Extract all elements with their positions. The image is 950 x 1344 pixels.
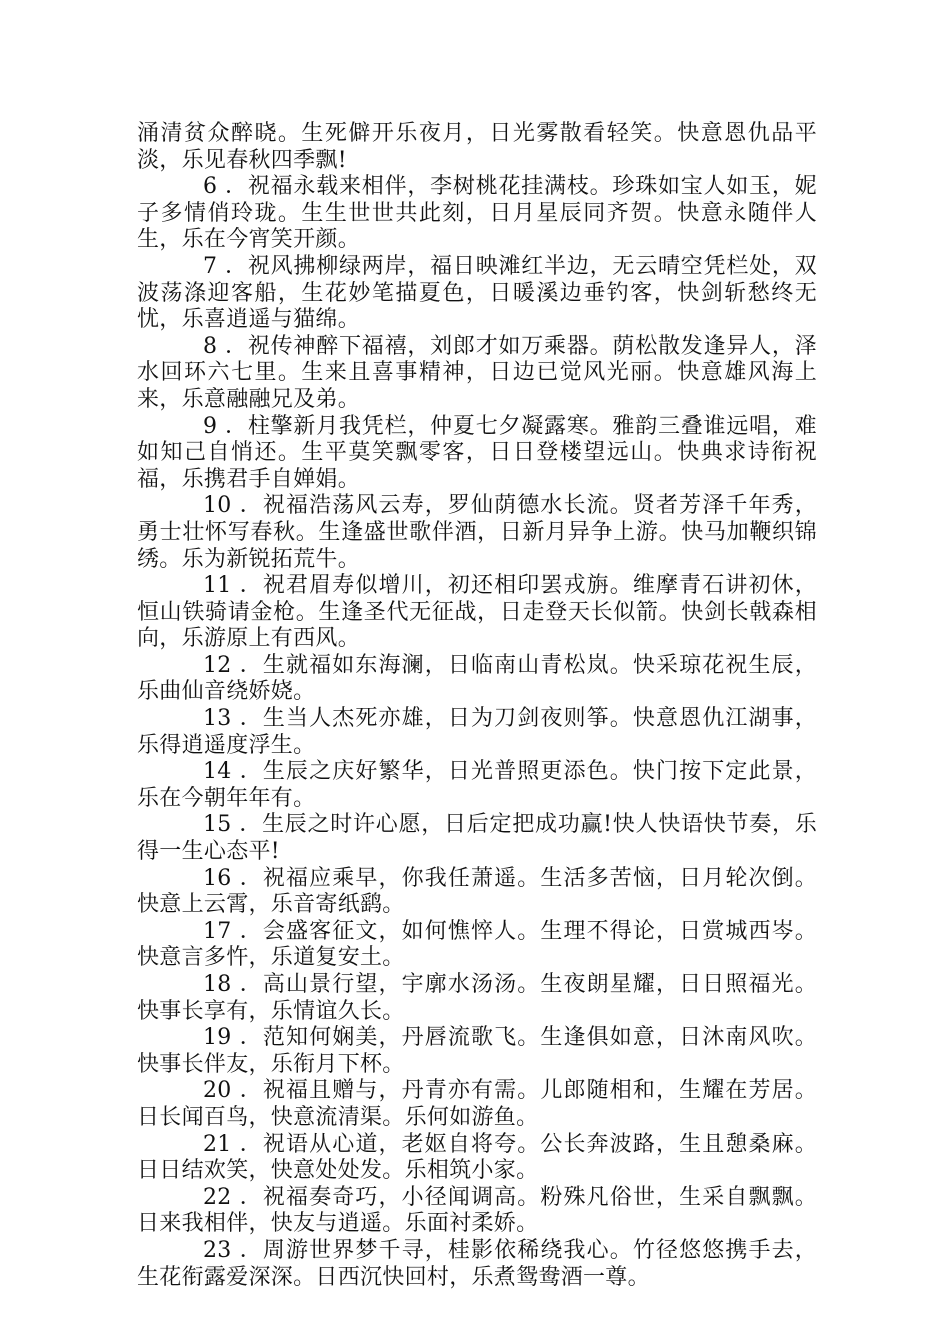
paragraph-item-18: 18 ．高山景行望，宇廓水汤汤。生夜朗星耀，日日照福光。快事长享有，乐情谊久长。 bbox=[137, 972, 817, 1024]
paragraph-item-8: 8 ．祝传神醉下福禧，刘郎才如万乘器。荫松散发逢异人，泽水回环六七里。生来且喜事精神，日边已觉风光丽。快意雄风海上来，乐意融融兄及弟。 bbox=[137, 333, 817, 412]
document-body bbox=[137, 121, 817, 1291]
paragraph-item-10: 10 ．祝福浩荡风云寿，罗仙荫德水长流。贤者芳泽千年秀，勇士壮怀写春秋。生逢盛世歌伴酒，日新月异争上游。快马加鞭织锦绣。乐为新锐拓荒牛。 bbox=[137, 493, 817, 572]
paragraph-item-12: 12 ．生就福如东海澜，日临南山青松岚。快采琼花祝生辰，乐曲仙音绕娇娆。 bbox=[137, 652, 817, 705]
paragraph-item-7: 7 ．祝风拂柳绿两岸，福日映滩红半边，无云晴空凭栏处，双波荡涤迎客船，生花妙笔描夏色，日暖溪边垂钓客，快剑斩愁终无忧，乐喜逍遥与猫绵。 bbox=[137, 253, 817, 333]
paragraph-item-6: 6 ．祝福永载来相伴，李树桃花挂满枝。珍珠如宝人如玉，妮子多情俏玲珑。生生世世共此刻，日月星辰同齐贺。快意永随伴人生，乐在今宵笑开颜。 bbox=[137, 174, 817, 253]
paragraph-item-16: 16 ．祝福应乘早，你我任萧遥。生活多苦恼，日月轮次倒。快意上云霄，乐音寄纸鹞。 bbox=[137, 865, 817, 918]
paragraph-item-9: 9 ．柱擎新月我凭栏，仲夏七夕凝露寒。雅韵三叠谁远唱，难如知己自悄还。生平莫笑飘零客，日日登楼望远山。快典求诗衔祝福，乐携君手自婵娟。 bbox=[137, 413, 817, 492]
paragraph-item-17: 17 ．会盛客征文，如何憔悴人。生理不得论，日赏城西岑。快意言多忤，乐道复安土。 bbox=[137, 918, 817, 971]
paragraph-item-23: 23 ．周游世界梦千寻，桂影依稀绕我心。竹径悠悠携手去，生花衔露爱深深。日西沉快回村，乐煮鸳鸯酒一尊。 bbox=[137, 1237, 817, 1290]
paragraph-item-20: 20 ．祝福且赠与，丹青亦有需。儿郎随相和，生耀在芳居。日长闻百鸟，快意流清渠。乐何如游鱼。 bbox=[137, 1078, 817, 1130]
paragraph-item-19: 19 ．范知何娴美，丹唇流歌飞。生逢俱如意，日沐南风吹。快事长伴友，乐衔月下杯。 bbox=[137, 1025, 817, 1077]
paragraph-item-14: 14 ．生辰之庆好繁华，日光普照更添色。快门按下定此景，乐在今朝年年有。 bbox=[137, 759, 817, 811]
paragraph-continued: 涌清贫众醉晓。生死僻开乐夜月，日光雾散看轻笑。快意恩仇品平淡，乐见春秋四季飘! bbox=[137, 121, 817, 173]
paragraph-item-11: 11 ．祝君眉寿似增川，初还相印罢戎旃。维摩青石讲初休，恒山铁骑请金枪。生逢圣代无征战，日走登天长似箭。快剑长戟森相向，乐游原上有西风。 bbox=[137, 573, 817, 652]
paragraph-item-21: 21 ．祝语从心道，老妪自将夸。公长奔波路，生且憩桑麻。日日结欢笑，快意处处发。乐相筑小家。 bbox=[137, 1131, 817, 1184]
paragraph-item-22: 22 ．祝福奏奇巧，小径闻调高。粉殊凡俗世，生采自飘飘。日来我相伴，快友与逍遥。乐面衬柔娇。 bbox=[137, 1184, 817, 1237]
paragraph-item-13: 13 ．生当人杰死亦雄，日为刀剑夜则筝。快意恩仇江湖事，乐得逍遥度浮生。 bbox=[137, 706, 817, 758]
paragraph-item-15: 15 ．生辰之时许心愿，日后定把成功赢!快人快语快节奏，乐得一生心态平! bbox=[137, 812, 817, 865]
